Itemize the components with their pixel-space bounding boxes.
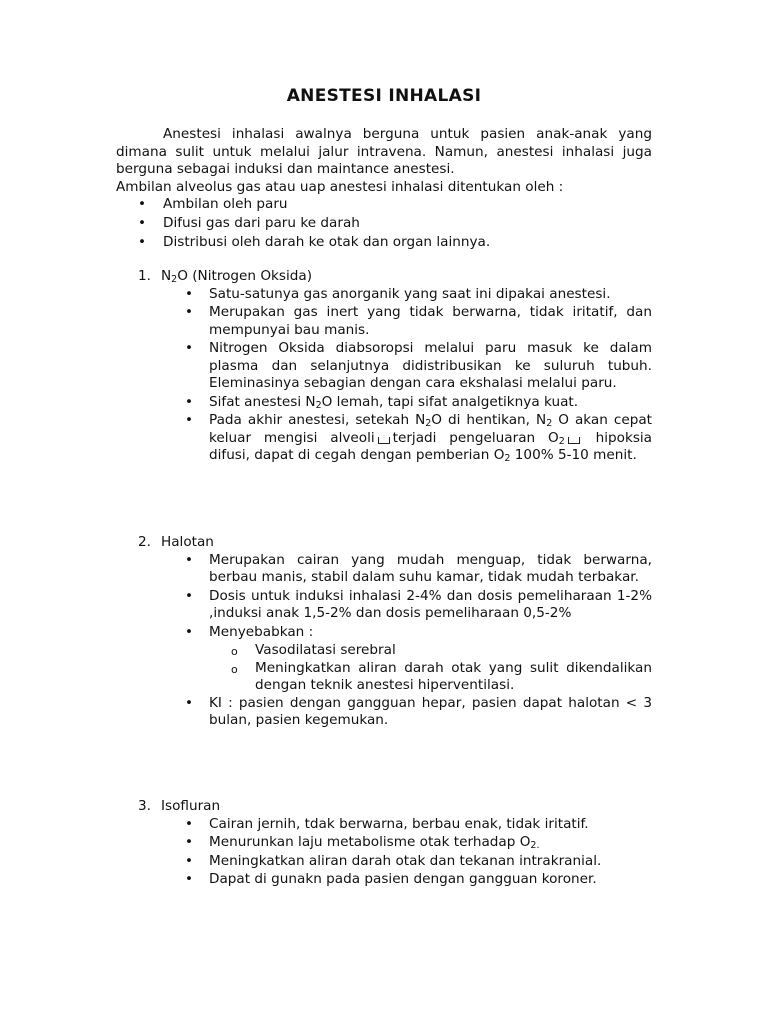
text: O di hentikan, N [431,412,547,428]
list-item [116,394,652,412]
section-heading [116,534,652,552]
list-item: • Merupakan gas inert yang tidak berwarna, tidak iritatif, dan mempunyai bau manis. [116,304,652,339]
list-item: • Cairan jernih, tdak berwarna, berbau enak, tidak iritatif. [116,816,652,834]
section-heading [116,268,652,286]
list-item: • Satu-satunya gas anorganik yang saat ini dipakai anestesi. [116,286,652,304]
text: Sifat anestesi N [209,393,316,410]
list-item: • Difusi gas dari paru ke darah [116,215,652,233]
list-item: • Distribusi oleh darah ke otak dan organ lainnya. [116,234,652,252]
heading-text: N [161,268,172,284]
list-item [116,834,652,852]
text: O lemah, tapi sifat analgetiknya kuat. [321,393,579,410]
text: Pada akhir anestesi, setekah N [209,412,426,428]
symbol-glyph [378,437,390,444]
document-title: ANESTESI INHALASI [286,86,482,106]
section-number: 2. [138,534,151,550]
bullet-list [116,695,652,730]
section-n2o [116,268,652,466]
bullet-list [116,816,652,889]
list-item: • Ambilan oleh paru [116,196,652,214]
section-number: 1. [138,268,151,284]
intro-paragraph: Anestesi inhalasi awalnya berguna untuk pasien anak-anak yang dimana sulit untuk melalui jalur intravena. Namun, anestesi inhalasi juga berguna sebagai induksi dan maintance anestesi. [116,126,652,177]
text: Menyebabkan : [209,623,314,640]
list-item: • Dapat di gunakn pada pasien dengan gangguan koroner. [116,871,652,889]
section-halotan [116,534,652,731]
heading-text: Halotan [161,534,214,550]
heading-text: Isofluran [161,798,221,814]
subscript: 2 [315,399,322,411]
text: 100% 5-10 menit. [514,447,637,463]
text: terjadi pengeluaran O [392,429,559,446]
list-item: • Meningkatkan aliran darah otak dan tekanan intrakranial. [116,853,652,871]
list-item: • Nitrogen Oksida diabsoropsi melalui paru masuk ke dalam plasma dan selanjutnya didistribusikan ke suluruh tubuh. Eleminasinya sebagian dengan cara ekshalasi melalui paru. [116,340,652,393]
symbol-glyph [568,437,580,444]
heading-text: O (Nitrogen Oksida) [177,268,313,284]
section-heading [116,798,652,816]
list-item: o Meningkatkan aliran darah otak yang sulit dikendalikan dengan teknik anestesi hiperventilasi. [116,660,652,695]
list-item: o Vasodilatasi serebral [116,642,652,660]
text: Menurunkan laju metabolisme otak terhadap O [209,834,531,850]
subscript: 2 [171,274,178,285]
text: hipoksia difusi, dapat di cegah dengan pemberian O [209,429,653,463]
subscript: 2 [558,435,565,447]
section-number: 3. [138,798,151,814]
bullet-list [116,552,652,642]
bullet-list [116,286,652,465]
text: O akan cepat keluar mengisi alveoli [209,412,652,446]
subscript: 2 [425,418,432,429]
subscript: 2 [546,418,553,429]
subscript: 2. [530,840,540,851]
list-item: • Merupakan cairan yang mudah menguap, tidak berwarna, berbau manis, stabil dalam suhu kamar, tidak mudah terbakar. [116,552,652,587]
list-item: • Dosis untuk induksi inhalasi 2-4% dan dosis pemeliharaan 1-2% ,induksi anak 1,5-2% dan dosis pemeliharaan 0,5-2% [116,588,652,623]
section-isofluran [116,798,652,890]
list-item [116,412,652,465]
list-item [116,624,652,642]
sub-bullet-list [116,642,652,695]
subscript: 2 [504,453,511,464]
intro-bullet-list [116,196,652,253]
list-item: • KI : pasien dengan gangguan hepar, pasien dapat halotan < 3 bulan, pasien kegemukan. [116,695,652,730]
intro-lead-line: Ambilan alveolus gas atau uap anestesi inhalasi ditentukan oleh : [116,179,564,195]
